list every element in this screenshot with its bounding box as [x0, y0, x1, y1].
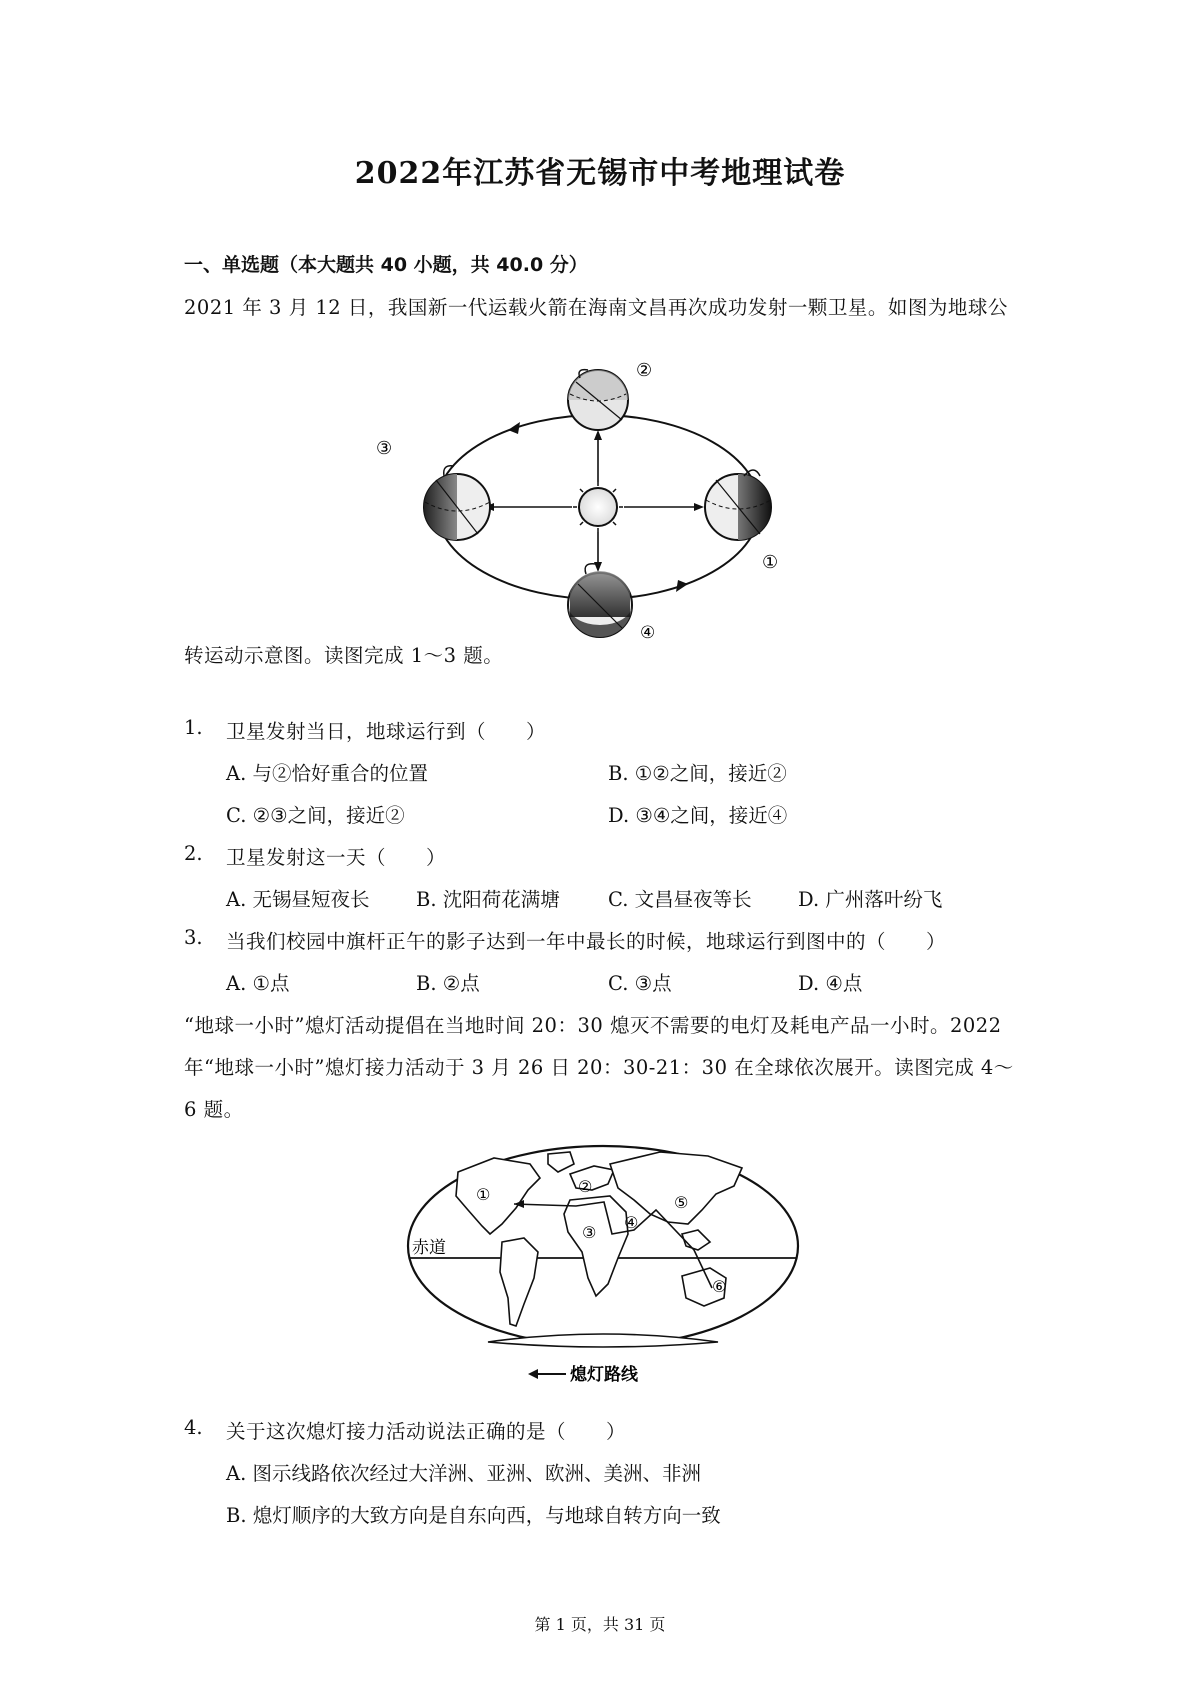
legend-label: 熄灯路线 [570, 1365, 638, 1385]
q4-number: 4. [184, 1416, 203, 1439]
q1-option-b[interactable]: B. ①②之间，接近② [608, 762, 787, 785]
earth-position-1 [705, 470, 771, 540]
q2-option-c[interactable]: C. 文昌昼夜等长 [608, 888, 752, 911]
section-heading: 一、单选题（本大题共 40 小题，共 40.0 分） [184, 254, 588, 276]
world-map-diagram [398, 1138, 808, 1384]
q1-stem: 卫星发射当日，地球运行到（ ） [226, 720, 547, 743]
earth-revolution-diagram [376, 360, 800, 643]
intro2-line2: 年“地球一小时”熄灯接力活动于 3 月 26 日 20：30-21：30 在全球依次展开。读图完成 4～ [184, 1056, 1014, 1079]
map-label-2: ② [578, 1177, 593, 1196]
q2-number: 2. [184, 842, 203, 865]
page-title: 2022年江苏省无锡市中考地理试卷 [354, 156, 846, 191]
q3-option-b[interactable]: B. ②点 [416, 972, 480, 995]
intro2-line1: “地球一小时”熄灯活动提倡在当地时间 20：30 熄灭不需要的电灯及耗电产品一小时。2022 [184, 1014, 1002, 1037]
map-label-6: ⑥ [712, 1277, 727, 1296]
q3-number: 3. [184, 926, 203, 949]
sun-icon [573, 482, 623, 532]
q3-option-a[interactable]: A. ①点 [226, 972, 290, 995]
orbit-arrow-icon [676, 580, 688, 592]
q2-option-a[interactable]: A. 无锡昼短夜长 [226, 888, 370, 911]
intro1-line2: 转运动示意图。读图完成 1～3 题。 [184, 644, 504, 667]
q1-option-c[interactable]: C. ②③之间，接近② [226, 804, 405, 827]
page-footer: 第 1 页，共 31 页 [534, 1615, 666, 1634]
q2-option-b[interactable]: B. 沈阳荷花满塘 [416, 888, 560, 911]
label-4: ④ [640, 623, 656, 643]
q3-option-d[interactable]: D. ④点 [798, 972, 863, 995]
label-1: ① [762, 552, 779, 573]
equator-label: 赤道 [412, 1238, 446, 1258]
q1-option-d[interactable]: D. ③④之间，接近④ [608, 804, 788, 827]
legend-arrow-icon [528, 1369, 538, 1379]
intro1-line1: 2021 年 3 月 12 日，我国新一代运载火箭在海南文昌再次成功发射一颗卫星。如图为地球公 [184, 296, 1008, 319]
earth-position-3 [424, 466, 490, 540]
label-2: ② [636, 360, 653, 381]
earth-position-2 [568, 370, 628, 430]
q4-option-a[interactable]: A. 图示线路依次经过大洋洲、亚洲、欧洲、美洲、非洲 [226, 1462, 701, 1485]
q4-stem: 关于这次熄灯接力活动说法正确的是（ ） [226, 1420, 627, 1443]
q1-number: 1. [184, 716, 203, 739]
q3-option-c[interactable]: C. ③点 [608, 972, 672, 995]
orbit-arrow-icon [508, 422, 520, 434]
q3-stem: 当我们校园中旗杆正午的影子达到一年中最长的时候，地球运行到图中的（ ） [226, 930, 947, 953]
intro2-line3: 6 题。 [184, 1098, 244, 1121]
earth-position-4 [568, 564, 632, 637]
q4-option-b[interactable]: B. 熄灯顺序的大致方向是自东向西，与地球自转方向一致 [226, 1504, 721, 1527]
q2-option-d[interactable]: D. 广州落叶纷飞 [798, 888, 943, 911]
label-3: ③ [376, 438, 393, 459]
map-label-3: ③ [582, 1223, 597, 1242]
map-label-1: ① [476, 1185, 491, 1204]
map-label-5: ⑤ [674, 1193, 689, 1212]
q2-stem: 卫星发射这一天（ ） [226, 846, 447, 869]
q1-option-a[interactable]: A. 与②恰好重合的位置 [226, 762, 428, 785]
map-label-4: ④ [624, 1213, 639, 1232]
